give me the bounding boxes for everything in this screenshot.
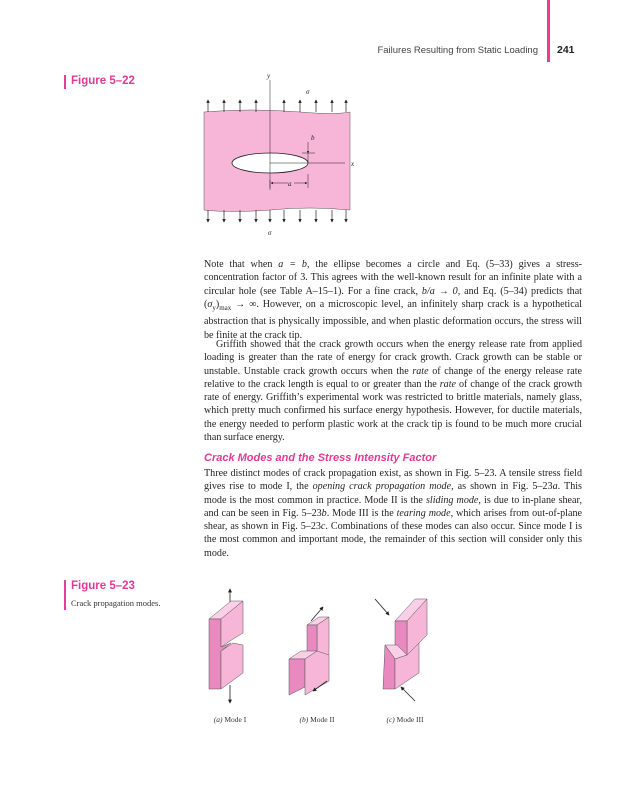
header-accent-bar	[547, 0, 550, 62]
body-paragraph-3: Three distinct modes of crack propagation exist, as shown in Fig. 5–23. A tensile stress field gives rise to mode I, the opening crack propagation mode, as shown in Fig. 5–23a. This mode is the most common in practice. Mode II is the sliding mode, is due to in-plane shear, and can be seen in Fig. 5–23b. Mode III is the tearing mode, which arises from out-of-plane shear, as shown in Fig. 5–23c. Combinations of these modes can also occur. Since mode I is the most common and important mode, the remainder of this section will consider only this mode.	[204, 468, 583, 559]
dim-b-label: b	[311, 134, 315, 142]
mode-2-label: (b) Mode II	[299, 715, 335, 724]
mode-3-label: (c) Mode III	[386, 715, 424, 724]
figure-5-23-caption: Crack propagation modes.	[71, 598, 161, 608]
mode-2-specimen	[289, 607, 329, 695]
figure-5-22-diagram	[190, 70, 380, 240]
figure-5-23-accent-bar	[64, 580, 66, 610]
body-paragraph-1: Note that when a = b, the ellipse becomes a circle and Eq. (5–33) gives a stress-concentration factor of 3. This agrees with the well-known result for an infinite plate with a circular hole (see Table A–15–1). For a fine crack, b/a → 0, and Eq. (5–34) predicts that $(\sigma_y)_{max}$ → ∞. However, on a microscopic level, an infinitely sharp crack is a hypothetical abstraction that is physically impossible, and when plastic deformation occurs, the stress will be finite at the crack tip.	[204, 259, 582, 341]
mode-1-label: (a) Mode I	[213, 715, 247, 724]
figure-5-23-diagram	[195, 585, 455, 713]
figure-5-23-label: Figure 5–23	[71, 580, 135, 592]
page-number: 241	[557, 44, 575, 56]
mode-1-specimen	[209, 589, 243, 703]
running-head: Failures Resulting from Static Loading	[377, 45, 538, 56]
dim-a-label: a	[288, 180, 292, 188]
figure-5-22-accent-bar	[64, 75, 66, 89]
x-axis-label: x	[351, 160, 355, 168]
y-axis-label: y	[267, 72, 271, 80]
bottom-stress-arrows	[208, 210, 346, 222]
mode-3-specimen	[375, 599, 427, 701]
section-heading: Crack Modes and the Stress Intensity Factor	[204, 452, 437, 464]
body-paragraph-2: Griffith showed that the crack growth occurs when the energy release rate from applied loading is greater than the rate of energy for crack growth. Crack growth can be stable or unstable. Unstable crack growth occurs when the rate of change of the energy release rate relative to the crack length is equal to or greater than the rate of change of the crack growth rate of energy. Griffith’s experimental work was restricted to brittle materials, namely glass, which pretty much confirmed his surface energy hypothesis. However, for ductile materials, the energy needed to perform plastic work at the crack tip is found to be much more crucial than surface energy.	[204, 339, 583, 444]
figure-5-22-label: Figure 5–22	[71, 75, 135, 87]
sigma-bottom-label: σ	[268, 229, 272, 237]
sigma-top-label: σ	[306, 88, 310, 96]
